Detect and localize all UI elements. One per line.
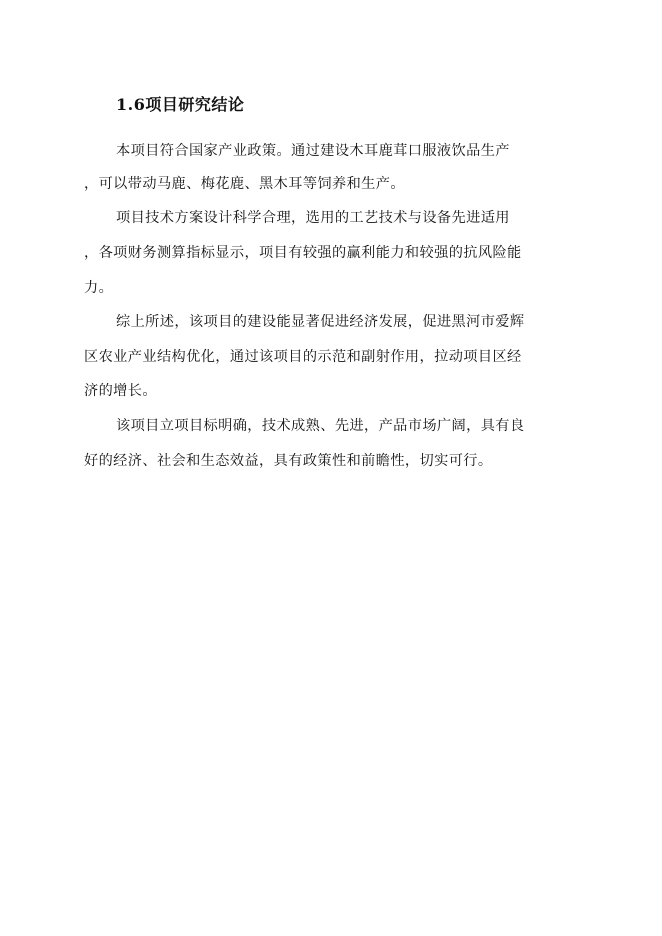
- paragraph-line: 项目技术方案设计科学合理，选用的工艺技术与设备先进适用: [116, 210, 510, 226]
- paragraph-line: 本项目符合国家产业政策。通过建设木耳鹿茸口服液饮品生产: [116, 143, 510, 159]
- section-heading: 1.6项目研究结论: [116, 95, 245, 114]
- paragraph-line: 力。: [84, 280, 114, 296]
- paragraph-line: 区农业产业结构优化，通过该项目的示范和副射作用，拉动项目区经: [84, 349, 522, 365]
- paragraph-line: 济的增长。: [84, 383, 157, 399]
- paragraph-line: ，各项财务测算指标显示，项目有较强的赢利能力和较强的抗风险能: [84, 245, 522, 261]
- paragraph-line: ，可以带动马鹿、梅花鹿、黑木耳等饲养和生产。: [84, 176, 405, 192]
- paragraph-line: 好的经济、社会和生态效益，具有政策性和前瞻性，切实可行。: [84, 453, 493, 469]
- paragraph-line: 该项目立项目标明确，技术成熟、先进，产品市场广阔，具有良: [116, 418, 525, 434]
- paragraph-line: 综上所述，该项目的建设能显著促进经济发展，促进黑河市爱辉: [116, 314, 525, 330]
